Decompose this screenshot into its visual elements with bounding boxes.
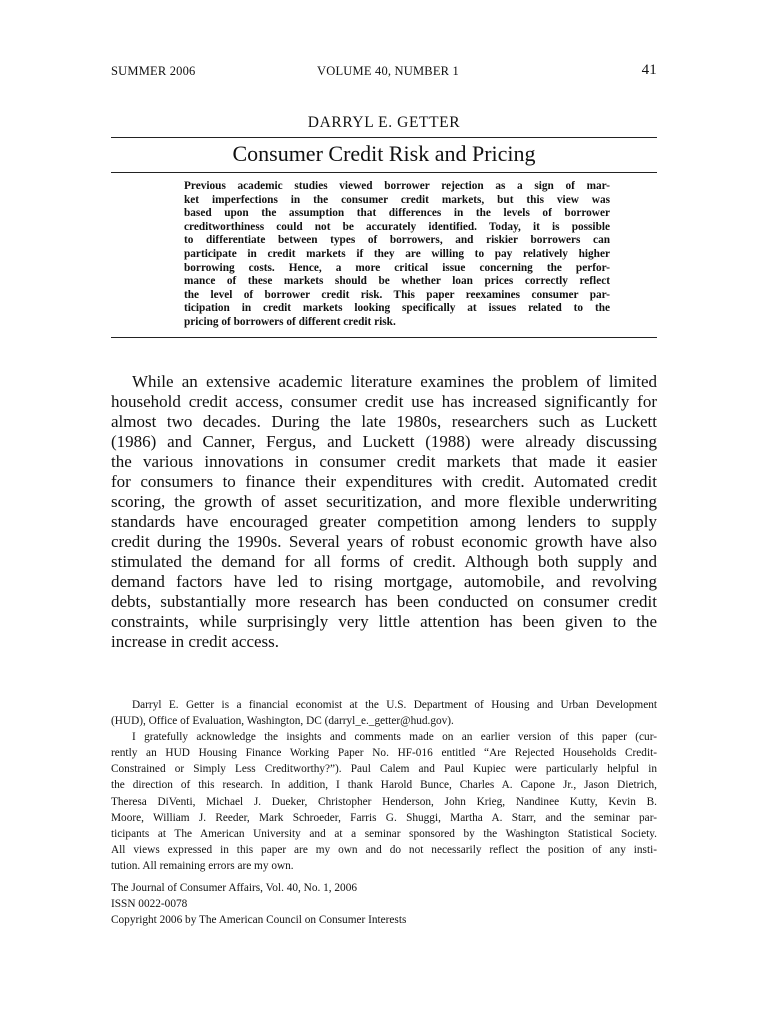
abstract-line: pricing of borrowers of different credit risk. [184,315,396,328]
footnote-line: I gratefully acknowledge the insights and comments made on an earlier version of this paper (cur- [132,731,657,744]
abstract-line: the level of borrower credit risk. This paper reexamines consumer par- [184,288,610,301]
abstract-line: mance of these markets should be whether loan prices correctly reflect [184,275,610,288]
body-line: for consumers to finance their expenditures with credit. Automated credit [111,472,657,491]
author-footnote [111,697,657,874]
article-author: DARRYL E. GETTER [307,114,461,131]
abstract-line: Previous academic studies viewed borrower rejection as a sign of mar- [184,180,610,192]
body-line: credit during the 1990s. Several years of robust economic growth have also [111,532,657,551]
body-line: standards have encouraged greater competition among lenders to supply [111,512,657,531]
body-line: the various innovations in consumer credit markets that made it easier [111,452,657,471]
abstract-line: ticipation in credit markets looking specifically at issues related to the [184,302,610,315]
footnote-line: ticipants at The American University and at a seminar sponsored by the Washington Statistical Society. [111,827,657,840]
body-line: While an extensive academic literature examines the problem of limited [132,372,657,391]
footnote-line: All views expressed in this paper are my own and do not necessarily reflect the position of any insti- [111,843,657,856]
body-line: stimulated the demand for all forms of credit. Although both supply and [111,552,657,571]
journal-copyright: Copyright 2006 by The American Council on Consumer Interests [111,914,407,926]
footnote-line: Darryl E. Getter is a financial economist at the U.S. Department of Housing and Urban Development [132,699,657,711]
abstract-line: to differentiate between types of borrowers, and riskier borrowers can [184,234,610,247]
abstract-line: based upon the assumption that differences in the levels of borrower [184,207,610,220]
running-head-season: SUMMER 2006 [111,64,196,78]
abstract-line: borrowing costs. Hence, a more critical issue concerning the perfor- [184,261,610,274]
body-line: scoring, the growth of asset securitization, and more flexible underwriting [111,492,657,511]
footnote-line: (HUD), Office of Evaluation, Washington, DC (darryl_e._getter@hud.gov). [111,715,454,728]
footnote-line: rently an HUD Housing Finance Working Paper No. HF-016 entitled “Are Rejected Households Credit- [111,747,657,760]
body-line: household credit access, consumer credit use has increased significantly for [111,392,657,411]
journal-page [111,0,657,1024]
footnote-line: the direction of this research. In addition, I thank Harold Bunce, Charles A. Capone Jr., Jason Dietrich, [111,779,657,792]
running-head-volume: VOLUME 40, NUMBER 1 [317,64,459,78]
body-line: (1986) and Canner, Fergus, and Luckett (1988) were already discussing [111,432,657,451]
abstract-line: creditworthiness could not be accurately identified. Today, it is possible [184,220,610,233]
page-number: 41 [641,62,657,78]
footnote-line: Moore, William J. Reeder, Mark Schroeder, Farris G. Shuggi, Martha A. Starr, and the seminar par- [111,811,657,824]
body-line: demand factors have led to rising mortgage, automobile, and revolving [111,572,657,591]
title-rule-top [111,137,657,138]
body-line: almost two decades. During the late 1980s, researchers such as Luckett [111,412,657,431]
body-line: increase in credit access. [111,632,280,651]
footnote-line: Theresa DiVenti, Michael J. Dueker, Christopher Henderson, John Krieg, Nandinee Kutty, Kevin B. [111,795,657,808]
running-head [111,62,657,80]
abstract-line: participate in credit markets if they are willing to pay relatively higher [184,247,610,260]
journal-info [111,880,657,928]
body-line: constraints, while surprisingly very little attention has been given to the [111,612,657,631]
body-line: debts, substantially more research has been conducted on consumer credit [111,592,657,611]
abstract-rule [111,337,657,338]
footnote-line: Constrained or Simply Less Creditworthy?”). Paul Calem and Paul Kupiec were particularly helpful in [111,763,657,776]
footnote-line: tution. All remaining errors are my own. [111,859,294,872]
journal-issn: ISSN 0022-0078 [111,898,188,910]
title-rule-bottom [111,172,657,173]
abstract-line: ket imperfections in the consumer credit markets, but this view was [184,193,610,206]
body-paragraph [111,372,657,652]
journal-citation: The Journal of Consumer Affairs, Vol. 40, No. 1, 2006 [111,882,358,894]
abstract [184,180,610,330]
article-title: Consumer Credit Risk and Pricing [232,141,536,166]
